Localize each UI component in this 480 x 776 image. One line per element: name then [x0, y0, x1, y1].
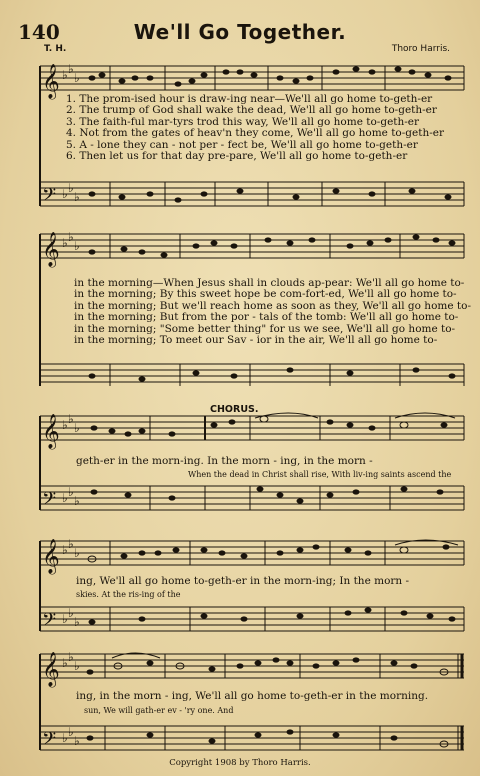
copyright-notice: Copyright 1908 by Thoro Harris.	[169, 758, 311, 768]
svg-text:♭: ♭	[68, 230, 74, 244]
svg-text:♭: ♭	[68, 537, 74, 551]
svg-text:𝄞: 𝄞	[42, 652, 60, 687]
svg-text:𝄞: 𝄞	[42, 64, 60, 99]
svg-text:♭: ♭	[74, 546, 80, 560]
svg-text:♭: ♭	[62, 491, 68, 505]
svg-text:♭: ♭	[74, 494, 80, 508]
svg-text:♭: ♭	[62, 187, 68, 201]
chorus-lyric-line-2: ing, We'll all go home to-geth-er in the morn-ing; In the morn -	[76, 575, 410, 587]
svg-text:♭: ♭	[74, 734, 80, 748]
svg-text:♭: ♭	[62, 731, 68, 745]
svg-text:♭: ♭	[62, 418, 68, 432]
verse-line: in the morning; To meet our Sav - ior in the air, We'll all go home to-	[74, 334, 438, 347]
verse-line: in the morning—When Jesus shall in clouds ap-pear: We'll all go home to-	[74, 277, 465, 289]
verse-line: 1. The prom-ised hour is draw-ing near—We'll all go home to-geth-er	[66, 93, 433, 105]
chorus-lyric-line-1: geth-er in the morn-ing. In the morn - ing, in the morn -	[76, 455, 373, 467]
verse-line: 2. The trump of God shall wake the dead, We'll all go home to-geth-er	[66, 104, 437, 117]
verse-line: in the morning; "Some better thing" for us we see, We'll all go home to-	[74, 322, 456, 335]
hymn-title: We'll Go Together.	[133, 20, 347, 44]
svg-text:♭: ♭	[68, 181, 74, 195]
verse-line: 4. Not from the gates of heav'n they come, We'll all go home to-geth-er	[66, 127, 444, 140]
svg-text:♭: ♭	[62, 656, 68, 670]
svg-text:♭: ♭	[68, 485, 74, 499]
music-staff-system-5	[0, 648, 480, 758]
svg-text:𝄢: 𝄢	[42, 729, 57, 754]
svg-text:♭: ♭	[74, 71, 80, 85]
verse-line: in the morning; But from the por - tals of the tomb: We'll all go home to-	[74, 311, 459, 324]
svg-text:♭: ♭	[74, 190, 80, 204]
chorus-lyric-line-3: ing, in the morn - ing, We'll all go home to-geth-er in the morning.	[76, 690, 429, 702]
music-staff-system-4	[0, 535, 480, 655]
page-number: 140	[18, 20, 60, 44]
verse-line: 5. A - lone they can - not per - fect be, We'll all go home to-geth-er	[66, 138, 418, 151]
svg-text:♭: ♭	[68, 606, 74, 620]
svg-text:𝄢: 𝄢	[42, 489, 57, 514]
svg-text:♭: ♭	[74, 615, 80, 629]
svg-text:♭: ♭	[68, 412, 74, 426]
verse-lyrics-1	[66, 94, 444, 162]
svg-text:♭: ♭	[74, 659, 80, 673]
svg-text:♭: ♭	[68, 62, 74, 76]
svg-text:𝄢: 𝄢	[42, 610, 57, 635]
svg-text:♭: ♭	[62, 236, 68, 250]
verse-line: in the morning; By this sweet hope be com-fort-ed, We'll all go home to-	[74, 288, 457, 301]
composer-credit: Thoro Harris.	[391, 44, 450, 54]
verse-line: in the morning; But we'll reach home as soon as they, We'll all go home to-	[74, 299, 471, 312]
svg-text:𝄞: 𝄞	[42, 414, 60, 449]
verse-line: 3. The faith-ful mar-tyrs trod this way, We'll all go home to-geth-er	[66, 115, 420, 128]
svg-text:𝄞: 𝄞	[42, 539, 60, 574]
svg-text:♭: ♭	[62, 543, 68, 557]
svg-text:♭: ♭	[62, 612, 68, 626]
svg-text:𝄢: 𝄢	[42, 185, 57, 210]
verse-line: 6. Then let us for that day pre-pare, We'll all go home to-geth-er	[66, 150, 408, 163]
chorus-label: CHORUS.	[210, 404, 259, 415]
chorus-bass-lyric-1: When the dead in Christ shall rise, With liv-ing saints ascend the	[188, 470, 452, 479]
chorus-bass-lyric-2: skies. At the ris-ing of the	[76, 590, 181, 599]
chorus-bass-lyric-3: sun, We will gath-er ev - 'ry one. And	[84, 706, 234, 715]
verse-lyrics-2	[74, 278, 471, 346]
lyricist-credit: T. H.	[44, 44, 67, 54]
svg-text:♭: ♭	[62, 68, 68, 82]
svg-text:𝄞: 𝄞	[42, 232, 60, 267]
svg-text:♭: ♭	[74, 421, 80, 435]
svg-text:♭: ♭	[68, 725, 74, 739]
svg-text:♭: ♭	[68, 650, 74, 664]
svg-text:♭: ♭	[74, 239, 80, 253]
